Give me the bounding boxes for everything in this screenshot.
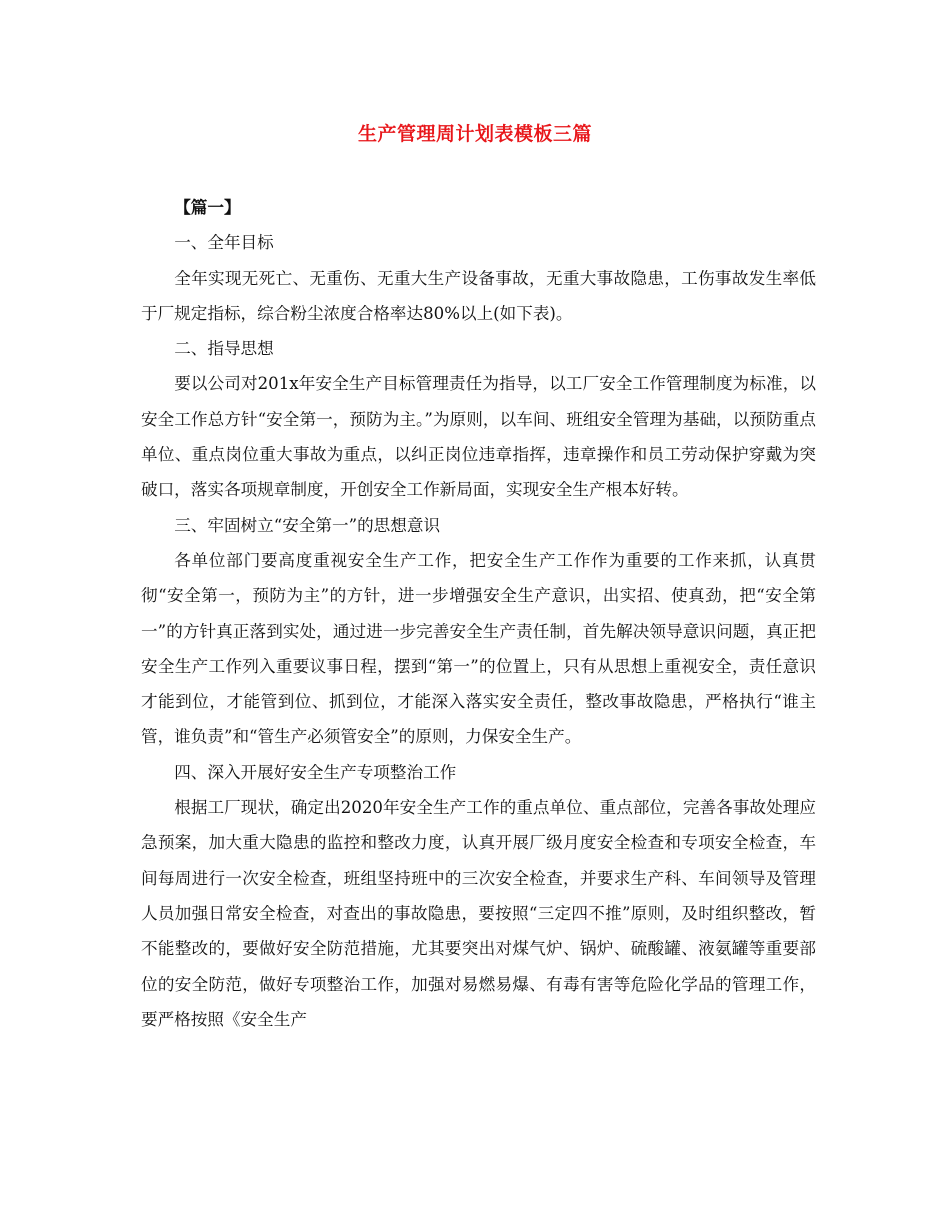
document-body	[141, 190, 816, 1037]
document-title: 生产管理周计划表模板三篇	[357, 123, 592, 145]
paragraph-special-rectification: 根据工厂现状，确定出2020年安全生产工作的重点单位、重点部位，完善各事故处理应急预案，加大重大隐患的监控和整改力度，认真开展厂级月度安全检查和专项安全检查，车间每周进行一次安全检查，班组坚持班中的三次安全检查，并要求生产科、车间领导及管理人员加强日常安全检查，对查出的事故隐患，要按照“三定四不推”原则，及时组织整改，暂不能整改的，要做好安全防范措施，尤其要突出对煤气炉、锅炉、硫酸罐、液氨罐等重要部位的安全防范，做好专项整治工作，加强对易燃易爆、有毒有害等危险化学品的管理工作，要严格按照《安全生产	[141, 798, 816, 1029]
paragraph-safety-first: 各单位部门要高度重视安全生产工作，把安全生产工作作为重要的工作来抓，认真贯彻“安全第一，预防为主”的方针，进一步增强安全生产意识，出实招、使真劲，把“安全第一”的方针真正落到实处，通过进一步完善安全生产责任制，首先解决领导意识问题，真正把安全生产工作列入重要议事日程，摆到“第一”的位置上，只有从思想上重视安全，责任意识才能到位，才能管到位、抓到位，才能深入落实安全责任，整改事故隐患，严格执行“谁主管，谁负责”和“管生产必须管安全”的原则，力保安全生产。	[141, 550, 816, 747]
paragraph-guiding-thought: 要以公司对201x年安全生产目标管理责任为指导，以工厂安全工作管理制度为标准，以安全工作总方针“安全第一，预防为主。”为原则，以车间、班组安全管理为基础，以预防重点单位、重点岗位重大事故为重点，以纠正岗位违章指挥，违章操作和员工劳动保护穿戴为突破口，落实各项规章制度，开创安全工作新局面，实现安全生产根本好转。	[141, 374, 816, 500]
section-label: 【篇一】	[174, 197, 241, 217]
heading-safety-first: 三、牢固树立“安全第一”的思想意识	[174, 515, 441, 535]
paragraph-annual-goal: 全年实现无死亡、无重伤、无重大生产设备事故，无重大事故隐患，工伤事故发生率低于厂规定指标，综合粉尘浓度合格率达80%以上(如下表)。	[141, 268, 816, 323]
heading-special-rectification: 四、深入开展好安全生产专项整治工作	[174, 762, 457, 782]
heading-guiding-thought: 二、指导思想	[174, 339, 274, 359]
heading-annual-goal: 一、全年目标	[174, 233, 274, 253]
